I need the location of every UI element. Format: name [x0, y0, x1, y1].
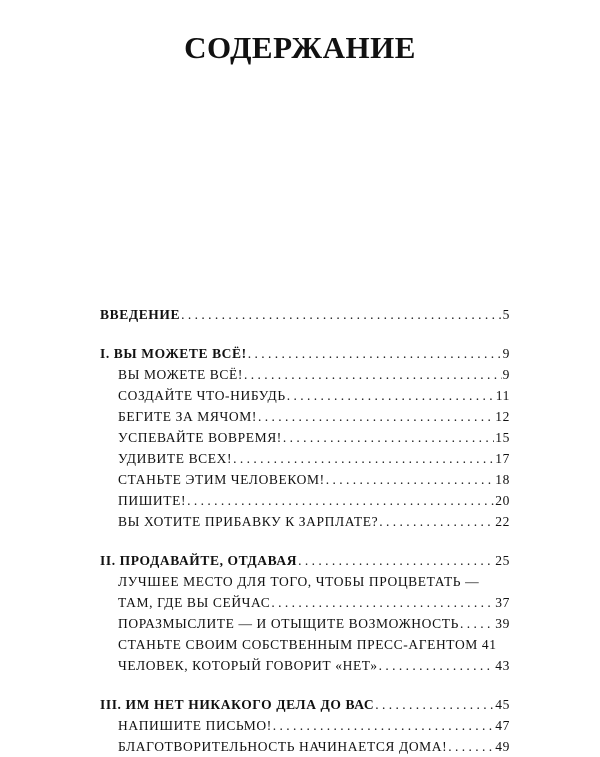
toc-entry-continuation[interactable]: [100, 592, 510, 613]
toc-entry[interactable]: [100, 655, 510, 676]
toc-entry-label: ПИШИТЕ!: [118, 493, 187, 508]
toc-entry-label: УДИВИТЕ ВСЕХ!: [118, 451, 233, 466]
dot-leader: [375, 694, 494, 715]
dot-leader: [273, 715, 495, 736]
toc-entry-page: 17: [495, 451, 510, 466]
toc-entry-label-continued: ТАМ, ГДЕ ВЫ СЕЙЧАС: [118, 595, 271, 610]
dot-leader: [187, 490, 494, 511]
toc-entry-label: ВЫ МОЖЕТЕ ВСЁ!: [118, 367, 243, 382]
toc-entry[interactable]: [100, 406, 510, 427]
toc-entry-multiline[interactable]: [100, 571, 510, 592]
toc-entry-page: 22: [495, 514, 510, 529]
dot-leader: [298, 550, 494, 571]
toc-entry-intro[interactable]: [100, 304, 510, 325]
toc-entry-page: 15: [495, 430, 510, 445]
toc-entry-label: СТАНЬТЕ СВОИМ СОБСТВЕННЫМ ПРЕСС-АГЕНТОМ: [118, 637, 478, 652]
toc-entry[interactable]: [100, 385, 510, 406]
toc-entry-label: СОЗДАЙТЕ ЧТО-НИБУДЬ: [118, 388, 286, 403]
dot-leader: [448, 736, 494, 757]
toc-entry-label: ПОРАЗМЫСЛИТЕ — И ОТЫЩИТЕ ВОЗМОЖНОСТЬ: [118, 616, 459, 631]
table-of-contents: [100, 304, 510, 757]
toc-entry[interactable]: [100, 613, 510, 634]
toc-entry[interactable]: [100, 448, 510, 469]
toc-entry-label: ЛУЧШЕЕ МЕСТО ДЛЯ ТОГО, ЧТОБЫ ПРОЦВЕТАТЬ —: [118, 574, 480, 589]
toc-entry-label: I. ВЫ МОЖЕТЕ ВСЁ!: [100, 346, 247, 361]
dot-leader: [181, 304, 502, 325]
dot-leader: [244, 364, 502, 385]
toc-entry-label: ЧЕЛОВЕК, КОТОРЫЙ ГОВОРИТ «НЕТ»: [118, 658, 378, 673]
toc-entry-page: 9: [502, 367, 510, 382]
toc-entry[interactable]: [100, 490, 510, 511]
toc-chapter-2[interactable]: [100, 550, 510, 571]
toc-entry[interactable]: [100, 469, 510, 490]
toc-entry-page: 20: [495, 493, 510, 508]
toc-entry-label: ВЫ ХОТИТЕ ПРИБАВКУ К ЗАРПЛАТЕ?: [118, 514, 379, 529]
dot-leader: [233, 448, 494, 469]
dot-leader: [258, 406, 494, 427]
toc-entry-label: II. ПРОДАВАЙТЕ, ОТДАВАЯ: [100, 553, 298, 568]
toc-entry[interactable]: [100, 715, 510, 736]
toc-entry-page: 12: [495, 409, 510, 424]
toc-entry-label: III. ИМ НЕТ НИКАКОГО ДЕЛА ДО ВАС: [100, 697, 375, 712]
toc-chapter-3[interactable]: [100, 694, 510, 715]
toc-entry-page: 47: [495, 718, 510, 733]
dot-leader: [271, 592, 494, 613]
toc-entry-page: 45: [495, 697, 510, 712]
toc-entry-page: 43: [495, 658, 510, 673]
dot-leader: [283, 427, 494, 448]
toc-entry[interactable]: [100, 511, 510, 532]
toc-entry-page: 37: [495, 595, 510, 610]
toc-chapter-1[interactable]: [100, 343, 510, 364]
dot-leader: [379, 655, 495, 676]
toc-entry-page: 25: [495, 553, 510, 568]
dot-leader: [379, 511, 494, 532]
toc-entry-label: БЕГИТЕ ЗА МЯЧОМ!: [118, 409, 257, 424]
toc-entry-page: 41: [481, 637, 497, 652]
dot-leader: [248, 343, 502, 364]
toc-entry[interactable]: [100, 736, 510, 757]
toc-entry[interactable]: [100, 364, 510, 385]
toc-entry-label: УСПЕВАЙТЕ ВОВРЕМЯ!: [118, 430, 282, 445]
dot-leader: [287, 385, 495, 406]
page-title: СОДЕРЖАНИЕ: [184, 30, 416, 65]
toc-entry-page: 11: [495, 388, 510, 403]
toc-entry[interactable]: [100, 634, 510, 655]
toc-entry-page: 5: [502, 307, 510, 322]
toc-entry-page: 49: [495, 739, 510, 754]
toc-entry[interactable]: [100, 427, 510, 448]
dot-leader: [460, 613, 494, 634]
toc-entry-label: ВВЕДЕНИЕ: [100, 307, 181, 322]
dot-leader: [326, 469, 495, 490]
toc-entry-page: 39: [495, 616, 510, 631]
toc-entry-label: СТАНЬТЕ ЭТИМ ЧЕЛОВЕКОМ!: [118, 472, 325, 487]
toc-entry-label: БЛАГОТВОРИТЕЛЬНОСТЬ НАЧИНАЕТСЯ ДОМА!: [118, 739, 448, 754]
toc-entry-label: НАПИШИТЕ ПИСЬМО!: [118, 718, 272, 733]
toc-entry-page: 9: [502, 346, 510, 361]
toc-entry-page: 18: [495, 472, 510, 487]
